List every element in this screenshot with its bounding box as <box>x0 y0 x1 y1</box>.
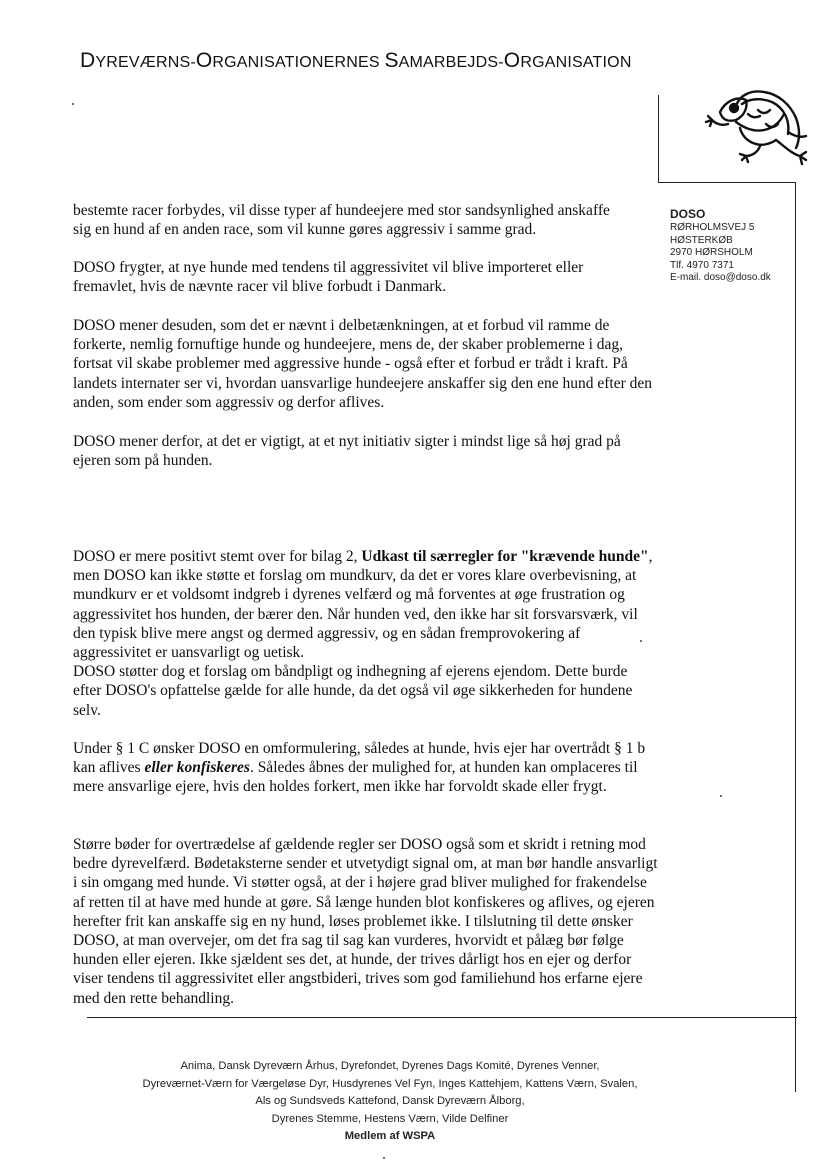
address-street: RØRHOLMSVEJ 5 <box>670 222 755 233</box>
frog-icon <box>700 84 812 170</box>
text-line: men DOSO kan ikke støtte et forslag om mundkurv, da det er vores klare overbevisning, at <box>73 567 637 585</box>
scan-speck <box>383 1157 385 1159</box>
text-line: landets internater ser vi, hvordan uansvarlige hundeejere anskaffer sig den ene hund efter den <box>73 374 653 392</box>
scan-speck <box>640 640 642 642</box>
letterhead-initial-4: O <box>503 49 521 72</box>
letterhead-word-2: RGANISATIONERNES <box>212 54 385 71</box>
text-line: DOSO støtter dog et forslag om båndpligt og indhegning af ejerens ejendom. Dette burde <box>73 663 628 681</box>
text-line: efter DOSO's opfattelse gælde for alle hunde, da det også vil øge sikkerheden for hundene <box>73 682 633 700</box>
address-town: HØSTERKØB <box>670 234 733 246</box>
letterhead-word-4: RGANISATION <box>520 54 632 71</box>
header-frame-vertical-line <box>658 95 659 183</box>
letterhead-title <box>80 49 632 73</box>
letterhead-initial-3: S <box>384 49 399 72</box>
letterhead-word-1: YREVÆRNS- <box>95 54 196 71</box>
address-postcode: 2970 HØRSHOLM <box>670 247 753 259</box>
membership-note: Medlem af WSPA <box>344 1130 436 1142</box>
footer-line: Dyrenes Stemme, Hestens Værn, Vilde Delfiner <box>271 1112 509 1125</box>
paragraph-1 <box>73 201 713 239</box>
text-line: fremavlet, hvis de nævnte racer vil blive forbudt i Danmark. <box>73 278 447 296</box>
right-margin-line <box>795 182 796 1092</box>
paragraph-5 <box>73 547 713 720</box>
text-line <box>73 547 713 566</box>
scan-speck <box>72 103 74 105</box>
text-line: DOSO, at man overvejer, om det fra sag til sag kan vurderes, hvorvidt et pålæg bør følge <box>73 932 624 950</box>
text-line: DOSO mener desuden, som det er nævnt i delbetænkningen, at et forbud vil ramme de <box>73 317 610 334</box>
footer-line: Dyreværnet-Værn for Værgeløse Dyr, Husdyrenes Vel Fyn, Inges Kattehjem, Kattens Værn, Svalen, <box>142 1077 638 1090</box>
text-run: . Således åbnes der mulighed for, at hunden kan omplaceres til <box>249 759 638 777</box>
text-line: Under § 1 C ønsker DOSO en omformulering, således at hunde, hvis ejer har overtrådt § 1 b <box>73 740 646 757</box>
address-phone: Tlf. 4970 7371 <box>670 259 734 271</box>
text-line: aggressivitet hos hunden, der bærer den. Når hunden ved, den ikke har sit forsvarsværk, vil <box>73 605 638 623</box>
text-line: med den rette behandling. <box>73 989 234 1007</box>
text-line: i sin omgang med hunde. Vi støtter også, at der i højere grad bliver mulighed for frakendelse <box>73 874 647 892</box>
text-line: selv. <box>73 701 101 719</box>
footer-line: Anima, Dansk Dyreværn Århus, Dyrefondet, Dyrenes Dags Komité, Dyrenes Venner, <box>180 1060 600 1072</box>
text-line: hunden eller ejeren. Ikke sjældent ses det, at hunde, der trives dårligt hos en ejer og derfor <box>73 951 632 969</box>
text-line: Større bøder for overtrædelse af gældende regler ser DOSO også som et skridt i retning mod <box>73 836 646 853</box>
text-run: , <box>648 548 653 565</box>
paragraph-3 <box>73 316 713 412</box>
text-line: anden, som ender som aggressiv og derfor aflives. <box>73 393 385 411</box>
bold-annex-title: Udkast til særregler for "krævende hunde" <box>361 548 649 565</box>
text-line: forkerte, nemlig fornuftige hunde og hundeejere, mens de, der skaber problemerne i dag, <box>73 336 624 354</box>
text-line: bedre dyrevelfærd. Bødetaksterne sender et utvetydigt signal om, at man bør handle ansvarligt <box>73 855 658 873</box>
text-line <box>73 758 713 777</box>
text-run: kan aflives <box>73 759 145 777</box>
text-run: DOSO er mere positivt stemt over for bilag 2, <box>73 548 362 565</box>
address-email: E-mail. doso@doso.dk <box>670 272 771 284</box>
scan-speck <box>720 795 722 797</box>
text-line: af retten til at have med hunde at gøre. Så længe hunden blot konfiskeres og aflives, og ejeren <box>73 893 655 911</box>
member-organizations-footer <box>60 1058 720 1146</box>
text-line: DOSO mener derfor, at det er vigtigt, at et nyt initiativ sigter i mindst lige så høj grad på <box>73 433 621 450</box>
organization-name: DOSO <box>670 207 706 221</box>
text-line: fortsat vil skabe problemer med aggressive hunde - også efter et forbud er trådt i kraft. På <box>73 355 628 373</box>
text-line: bestemte racer forbydes, vil disse typer af hundeejere med stor sandsynlighed anskaffe <box>73 202 610 219</box>
letterhead-word-3: AMARBEJDS- <box>398 54 504 71</box>
text-line: ejeren som på hunden. <box>73 452 213 470</box>
paragraph-4 <box>73 432 713 470</box>
text-line: viser tendens til aggressivitet eller angstbideri, trives som god familiehund hos erfarne ejere <box>73 970 643 988</box>
paragraph-6 <box>73 739 713 797</box>
text-line: sig en hund af en anden race, som vil kunne gøres aggressiv i samme grad. <box>73 221 537 239</box>
text-line: herefter frit kan anskaffe sig en ny hund, løses problemet ikke. I tilslutning til dette ønsker <box>73 912 633 930</box>
paragraph-2 <box>73 258 713 296</box>
text-line: aggressivitet er uansvarligt og uetisk. <box>73 644 305 662</box>
emphasis-text: eller konfiskeres <box>144 759 250 777</box>
text-line: mere ansvarlige ejere, hvis den holdes forkert, men ikke har forvoldt skade eller frygt. <box>73 778 607 796</box>
text-line: DOSO frygter, at nye hunde med tendens til aggressivitet vil blive importeret eller <box>73 259 584 276</box>
letterhead-initial-1: D <box>80 49 96 72</box>
paragraph-7 <box>73 835 713 1008</box>
text-line: den typisk blive mere angst og dermed aggressiv, og en sådan fremprovokering af <box>73 624 581 642</box>
footer-divider <box>87 1017 797 1018</box>
text-line: mundkurv er et voldsomt indgreb i dyrenes velfærd og må forventes at øge frustration og <box>73 586 625 604</box>
letterhead-initial-2: O <box>195 49 213 72</box>
header-frame-horizontal-line <box>658 182 796 183</box>
footer-line: Als og Sundsveds Kattefond, Dansk Dyreværn Ålborg, <box>255 1095 525 1107</box>
